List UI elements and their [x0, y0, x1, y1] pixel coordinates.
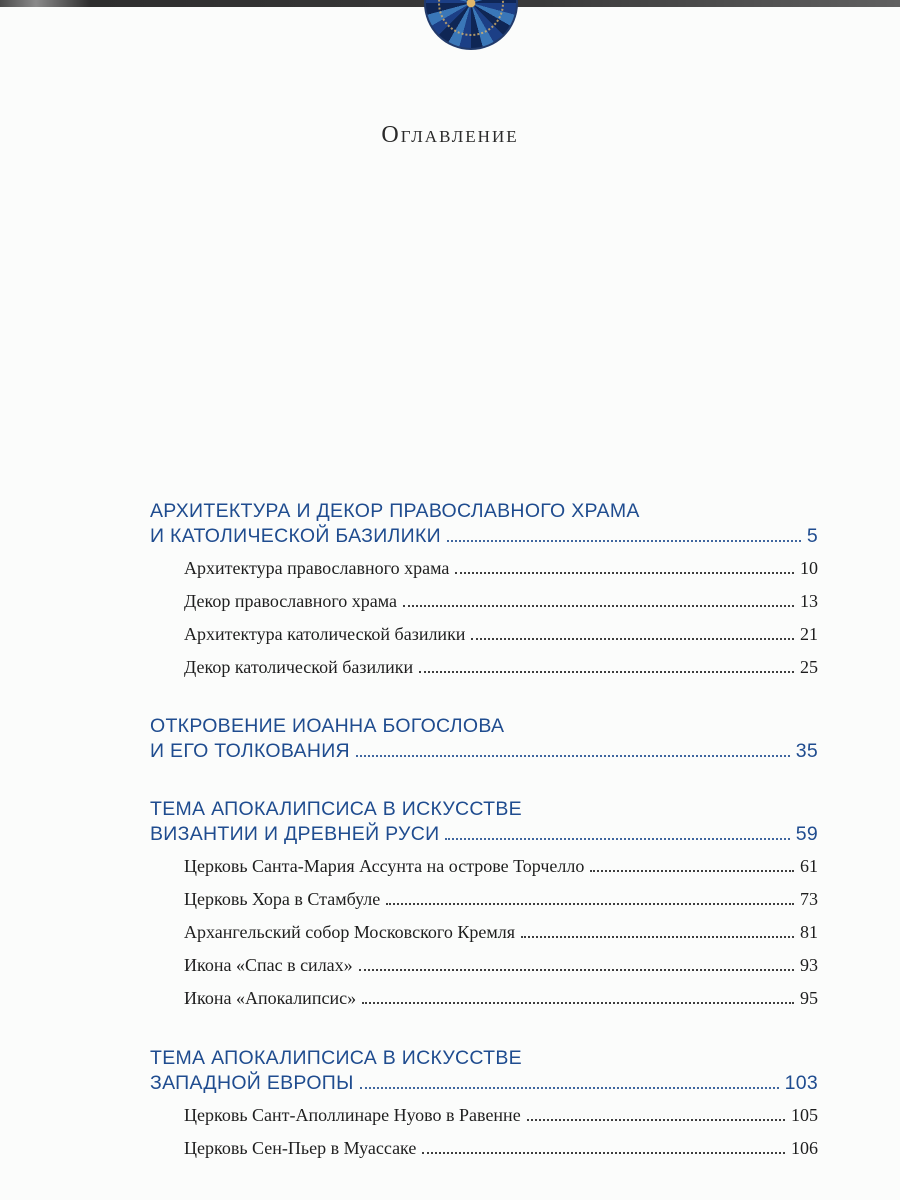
dot-leader — [590, 870, 794, 872]
entry-page-number: 105 — [791, 1105, 818, 1125]
section-page-number: 5 — [806, 525, 818, 547]
dot-leader — [359, 969, 794, 971]
toc-section — [150, 714, 818, 764]
section-page-number: 59 — [795, 823, 818, 845]
dot-leader — [360, 1087, 779, 1089]
section-title-line[interactable]: АРХИТЕКТУРА И ДЕКОР ПРАВОСЛАВНОГО ХРАМА — [150, 500, 640, 522]
toc-entry[interactable] — [184, 552, 818, 585]
section-title-row[interactable] — [150, 739, 818, 764]
dot-leader — [447, 540, 801, 542]
dot-leader — [356, 755, 790, 757]
dot-leader — [527, 1119, 785, 1121]
toc-section — [150, 1046, 818, 1165]
dot-leader — [386, 903, 794, 905]
dot-leader — [362, 1002, 794, 1004]
section-title-row[interactable] — [150, 1071, 818, 1096]
section-title-row[interactable] — [150, 822, 818, 847]
entry-page-number: 21 — [800, 624, 818, 644]
toc-entry[interactable] — [184, 916, 818, 949]
entry-label: Архитектура католической базилики — [184, 624, 466, 644]
section-title-line[interactable]: ТЕМА АПОКАЛИПСИСА В ИСКУССТВЕ — [150, 1047, 522, 1069]
subsection-list — [150, 552, 818, 684]
section-title-row[interactable] — [150, 524, 818, 549]
entry-label: Икона «Спас в силах» — [184, 955, 353, 975]
toc-section — [150, 797, 818, 1015]
subsection-list — [150, 850, 818, 1015]
section-title-line: И КАТОЛИЧЕСКОЙ БАЗИЛИКИ — [150, 525, 441, 547]
toc-entry[interactable] — [184, 982, 818, 1015]
entry-label: Архитектура православного храма — [184, 558, 450, 578]
entry-page-number: 93 — [800, 955, 818, 975]
entry-page-number: 95 — [800, 988, 818, 1008]
entry-page-number: 106 — [791, 1138, 818, 1158]
toc-entry[interactable] — [184, 651, 818, 684]
toc-section — [150, 499, 818, 684]
entry-label: Архангельский собор Московского Кремля — [184, 922, 515, 942]
dot-leader — [445, 838, 789, 840]
section-title-line: И ЕГО ТОЛКОВАНИЯ — [150, 740, 350, 762]
section-title-line: ЗАПАДНОЙ ЕВРОПЫ — [150, 1072, 354, 1094]
dot-leader — [419, 671, 794, 673]
toc-entry[interactable] — [184, 949, 818, 982]
entry-label: Декор католической базилики — [184, 657, 414, 677]
dot-leader — [422, 1152, 785, 1154]
section-page-number: 35 — [795, 740, 818, 762]
page-title: Оглавление — [381, 122, 519, 148]
entry-label: Декор православного храма — [184, 591, 398, 611]
entry-label: Церковь Хора в Стамбуле — [184, 889, 381, 909]
dot-leader — [471, 638, 794, 640]
entry-page-number: 13 — [800, 591, 818, 611]
toc-entry[interactable] — [184, 850, 818, 883]
toc-entry[interactable] — [184, 585, 818, 618]
toc-entry[interactable] — [184, 1099, 818, 1132]
entry-page-number: 10 — [800, 558, 818, 578]
dot-leader — [521, 936, 794, 938]
section-title-line[interactable]: ТЕМА АПОКАЛИПСИСА В ИСКУССТВЕ — [150, 798, 522, 820]
subsection-list — [150, 1099, 818, 1165]
entry-label: Икона «Апокалипсис» — [184, 988, 357, 1008]
dot-leader — [403, 605, 794, 607]
entry-label: Церковь Сант-Аполлинаре Нуово в Равенне — [184, 1105, 521, 1125]
entry-page-number: 81 — [800, 922, 818, 942]
section-title-line: ВИЗАНТИИ И ДРЕВНЕЙ РУСИ — [150, 823, 440, 845]
toc-entry[interactable] — [184, 1132, 818, 1165]
entry-page-number: 61 — [800, 856, 818, 876]
toc-entry[interactable] — [184, 883, 818, 916]
entry-label: Церковь Санта-Мария Ассунта на острове Торчелло — [184, 856, 585, 876]
entry-page-number: 25 — [800, 657, 818, 677]
section-title-line[interactable]: ОТКРОВЕНИЕ ИОАННА БОГОСЛОВА — [150, 715, 505, 737]
toc-entry[interactable] — [184, 618, 818, 651]
entry-label: Церковь Сен-Пьер в Муассаке — [184, 1138, 417, 1158]
section-page-number: 103 — [784, 1072, 818, 1094]
dot-leader — [455, 572, 794, 574]
entry-page-number: 73 — [800, 889, 818, 909]
